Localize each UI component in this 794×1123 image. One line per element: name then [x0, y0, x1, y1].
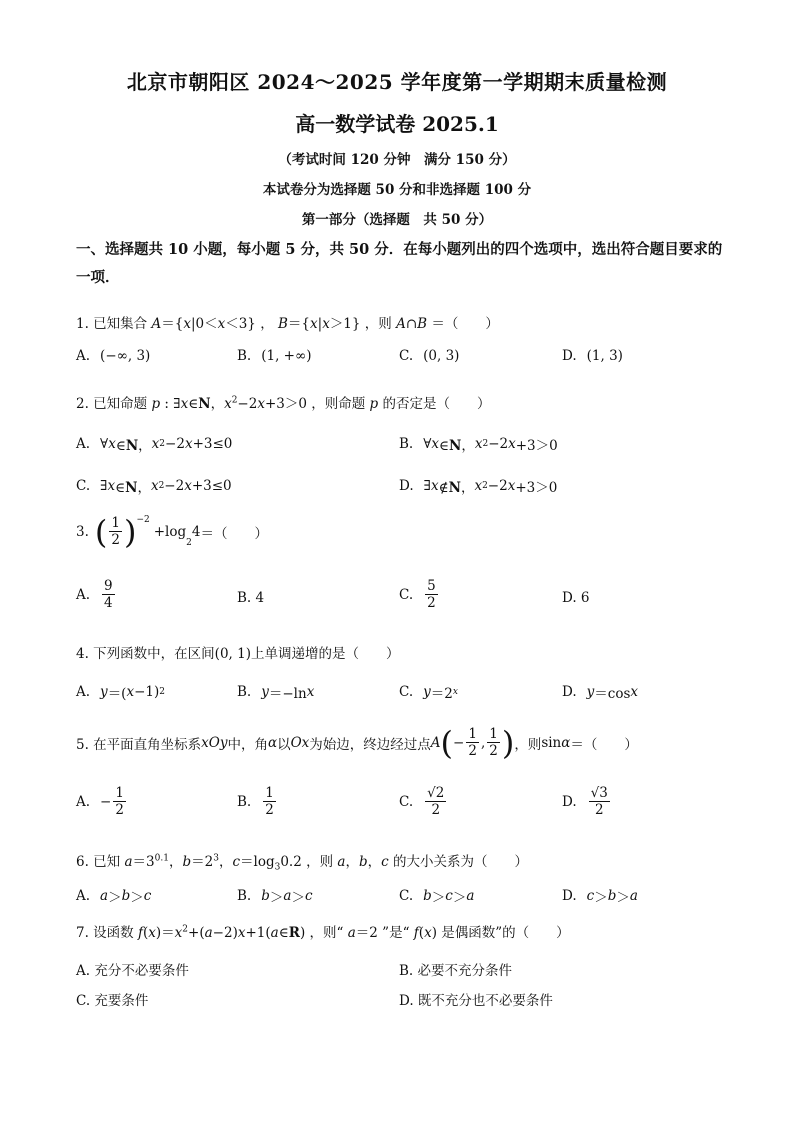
q7-option-c[interactable]: C. 充要条件 [76, 993, 149, 1009]
q5-option-d[interactable]: D. $\frac{√3}{2}$ [562, 785, 608, 818]
q7-option-a[interactable]: A. 充分不必要条件 [76, 963, 189, 979]
q1-option-a[interactable]: A. (−∞, 3) [76, 348, 151, 364]
q5-option-c[interactable]: C. $\frac{√2}{2}$ [399, 785, 445, 818]
q1-prefix: 1. 已知集合 [76, 316, 148, 332]
q2-option-d[interactable]: D. ∃ x ∉N， x 2 −2 x +3＞0 [399, 478, 558, 496]
q7-option-b[interactable]: B. 必要不充分条件 [399, 963, 513, 979]
q6-option-b[interactable]: B. b ＞ a ＞ c [237, 888, 313, 906]
q3-option-a[interactable]: A. $\frac{9}{4}$ [76, 578, 113, 611]
q2-option-b[interactable]: B. ∀ x ∈N， x 2 −2 x +3＞0 [399, 436, 558, 454]
q2-option-c[interactable]: C. ∃ x ∈N， x 2 −2 x +3≤0 [76, 478, 232, 496]
exam-time-info: （考试时间 120 分钟 满分 150 分） [278, 152, 516, 168]
q5-option-b[interactable]: B. $\frac{1}{2}$ [237, 785, 274, 818]
q6-option-c[interactable]: C. b ＞ c ＞ a [399, 888, 475, 906]
question-6: 6. 已知 $a=3^{0.1}$，$b=2^3$，$c=\log_30.2$ ，则 a，b，c 的大小关系为（ ） [76, 853, 528, 873]
q1-option-b[interactable]: B. (1, +∞) [237, 348, 312, 364]
question-1: 1. 已知集合 A＝{x|0＜x＜3} ， B＝{x|x＞1} ，则 A∩B ＝（ ） [76, 316, 499, 332]
paper-note: 本试卷分为选择题 50 分和非选择题 100 分 [262, 182, 532, 198]
question-2: 2. 已知命题 p : ∃x∈N，$x^2-2x+3>0$ ，则命题 p 的否定是（ ） [76, 395, 491, 412]
q1-set-b: B [277, 316, 288, 332]
part-title: 第一部分（选择题 共 50 分） [301, 212, 493, 228]
q4-option-c[interactable]: C. y ＝2 x [399, 684, 458, 702]
question-3: 3. ( $\frac{1}{2}$ ) $^{-2}$ +log $_2$ 4 ＝（ ） [76, 512, 268, 551]
question-4: 4. 下列函数中，在区间(0, 1)上单调递增的是（ ） [76, 646, 400, 662]
q5-option-a[interactable]: A. − $\frac{1}{2}$ [76, 785, 124, 818]
question-7: 7. 设函数 $f(x)=x^2+(a-2)x+1(a\in R)$ ，则“ a＝2 ”是“ f(x) 是偶函数”的（ ） [76, 924, 570, 941]
q6-option-a[interactable]: A. a ＞ b ＞ c [76, 888, 152, 906]
section-instructions: 一、选择题共 10 小题，每小题 5 分，共 50 分．在每小题列出的四个选项中，选出符合题目要求的一项． [76, 241, 723, 286]
q4-option-b[interactable]: B. y ＝−ln x [237, 684, 315, 702]
exam-title: 北京市朝阳区 2024～2025 学年度第一学期期末质量检测 [126, 70, 668, 94]
q3-option-d[interactable]: D. 6 [562, 590, 590, 606]
question-5: 5. 在平面直角坐标系 xOy 中，角 α 以 Ox 为始边，终边经过点 A ( − $\frac{1}{2}$ , $\frac{1}{2}$ ) ，则 sin α ＝（ ） [76, 723, 638, 762]
q4-option-a[interactable]: A. y ＝( x −1) 2 [76, 684, 165, 702]
q7-option-d[interactable]: D. 既不充分也不必要条件 [399, 993, 553, 1009]
q4-option-d[interactable]: D. y ＝cos x [562, 684, 639, 702]
q6-option-d[interactable]: D. c ＞ b ＞ a [562, 888, 638, 906]
q2-option-a[interactable]: A. ∀ x ∈N， x 2 −2 x +3≤0 [76, 436, 233, 454]
q1-option-c[interactable]: C. (0, 3) [399, 348, 460, 364]
q3-option-c[interactable]: C. $\frac{5}{2}$ [399, 578, 436, 611]
q1-set-a: A [151, 316, 162, 332]
q1-option-d[interactable]: D. (1, 3) [562, 348, 623, 364]
exam-subtitle: 高一数学试卷 2025.1 [295, 112, 499, 136]
q3-option-b[interactable]: B. 4 [237, 590, 265, 606]
